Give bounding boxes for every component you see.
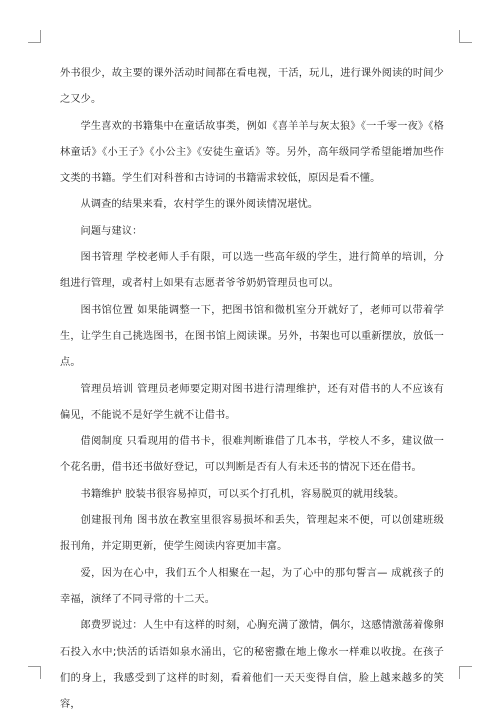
top-right-crop-mark <box>459 30 472 43</box>
document-body <box>60 61 444 718</box>
paragraph-love-in-heart: 爱，因为在心中，我们五个人相聚在一起，为了心中的那句誓言— 成就孩子的幸福，演绎了不同寻常的十二天。 <box>60 567 444 605</box>
paragraph-reading-time: 外书很少，故主要的课外活动时间都在看电视，干活，玩儿，进行课外阅读的时间少之又少。 <box>60 68 444 106</box>
paragraph-book-maintenance: 书籍维护 胶装书很容易掉页，可以买个打孔机，容易脱页的就用线装。 <box>80 488 405 500</box>
paragraph-borrowing-system: 借阅制度 只看现用的借书卡，很难判断谁借了几本书，学校人不多，建议做一个花名册，借书还书做好登记，可以判断是否有人有未还书的情况下还在借书。 <box>60 436 444 474</box>
paragraph-librarian-training: 管理员培训 管理员老师要定期对图书进行清理维护，还有对借书的人不应该有偏见，不能说不是好学生就不让借书。 <box>60 383 444 421</box>
top-left-crop-mark <box>28 30 41 43</box>
paragraph-library-location: 图书馆位置 如果能调整一下，把图书馆和微机室分开就好了，老师可以带着学生，让学生自己挑选图书，在图书馆上阅读课。另外，书架也可以重新摆放，放低一点。 <box>60 304 444 369</box>
bottom-left-crop-mark <box>28 666 41 679</box>
paragraph-survey-conclusion: 从调查的结果来看，农村学生的课外阅读情况堪忧。 <box>80 199 319 211</box>
paragraph-favorite-books: 学生喜欢的书籍集中在童话故事类，例如《喜羊羊与灰太狼》《一千零一夜》《格林童话》《小王子》《小公主》《安徒生童话》等。另外，高年级同学希望能增加些作文类的书籍。学生们对科普和古诗词的书籍需求较低，原因是看不懂。 <box>60 120 444 185</box>
paragraph-problems-heading: 问题与建议： <box>80 225 143 237</box>
paragraph-library-management: 图书管理 学校老师人手有限，可以选一些高年级的学生，进行简单的培训，分组进行管理，或者村上如果有志愿者爷爷奶奶管理员也可以。 <box>60 252 444 290</box>
paragraph-longfellow-quote: 郎费罗说过：人生中有这样的时刻，心胸充满了激情，偶尔，这感情激荡着像卵石投入水中;快活的话语如泉水涌出，它的秘密撒在地上像水一样难以收拢。在孩子们的身上，我感受到了这样的时刻，看着他们一天天变得自信，脸上越来越多的笑容， <box>60 620 444 711</box>
paragraph-newspaper-corner: 创建报刊角 图书放在教室里很容易损坏和丢失，管理起来不便，可以创建班级报刊角，并定期更新，使学生阅读内容更加丰富。 <box>60 515 444 553</box>
bottom-right-crop-mark <box>459 666 472 679</box>
